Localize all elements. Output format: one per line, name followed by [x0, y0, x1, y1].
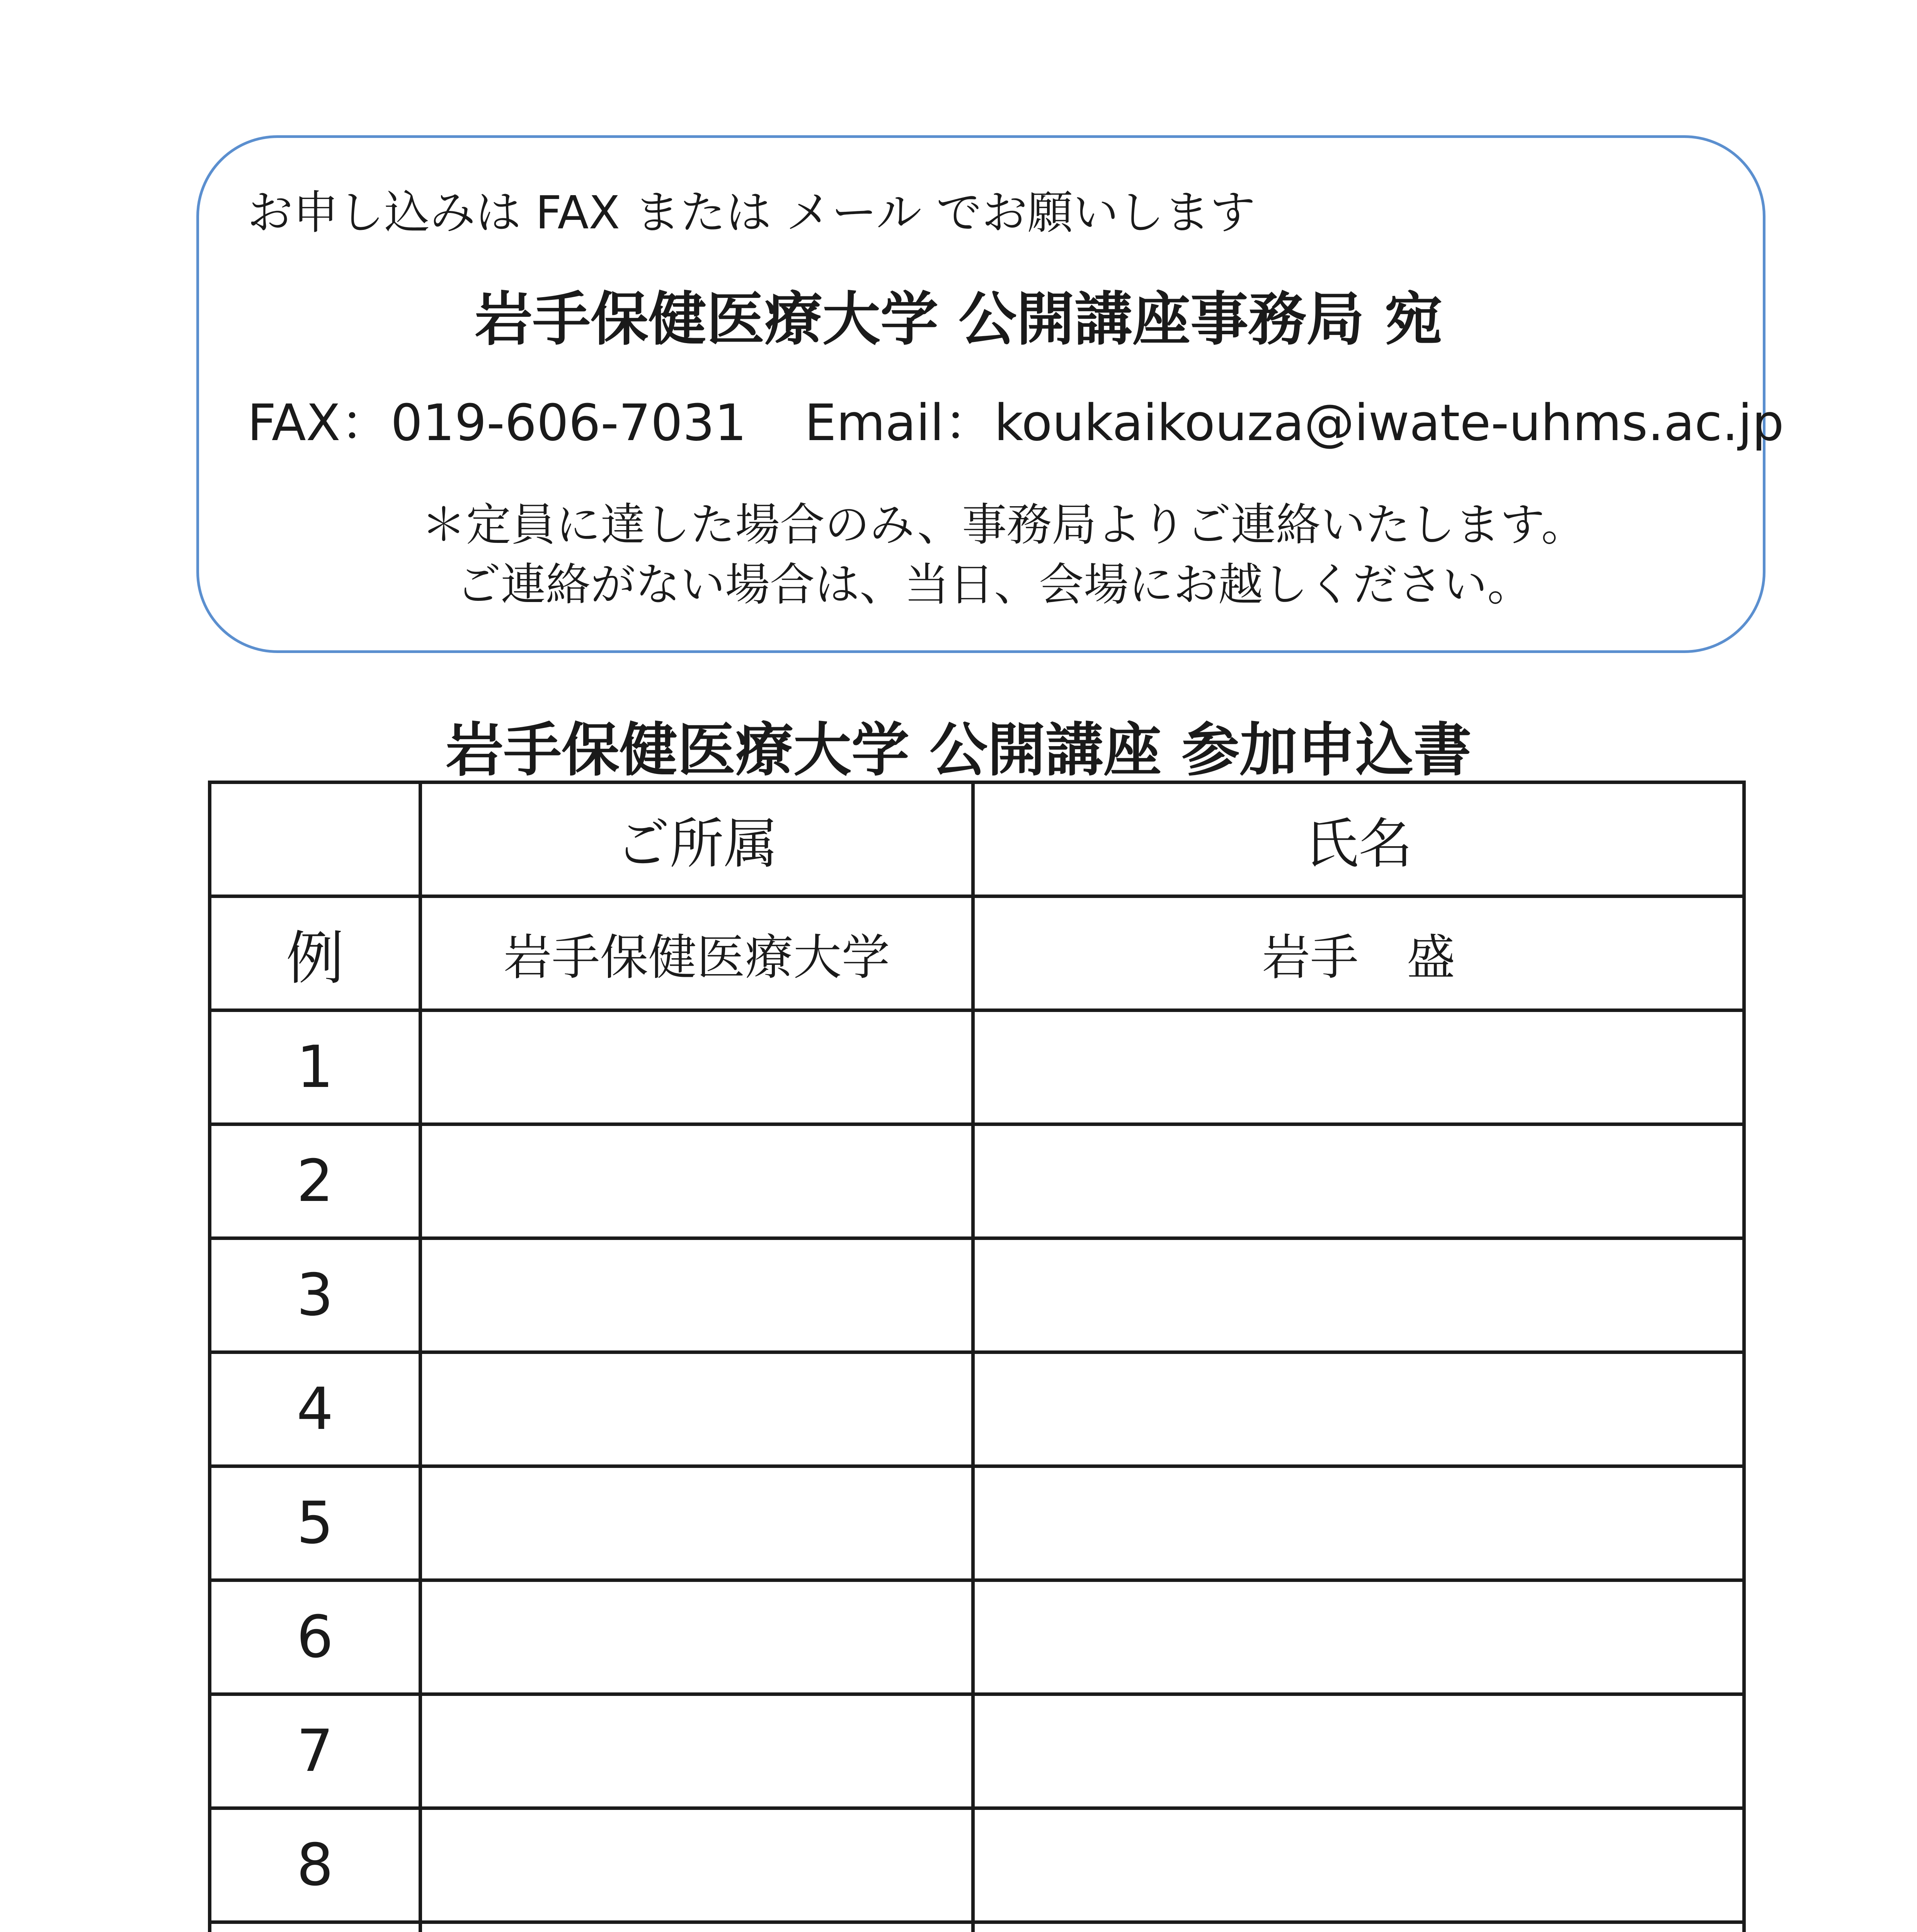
fax-number: FAX：019-606-7031: [247, 393, 747, 452]
affiliation-cell[interactable]: [421, 1238, 973, 1352]
table-row: [210, 1352, 1744, 1466]
name-cell[interactable]: [973, 1922, 1744, 1932]
email-address[interactable]: Email：koukaikouza@iwate-uhms.ac.jp: [804, 393, 1784, 452]
intro-text: お申し込みは FAX または メール でお願いします: [247, 186, 1256, 239]
notice-line-2: ご連絡がない場合は、当日、会場にお越しください。: [456, 559, 1532, 611]
table-row: [210, 1010, 1744, 1124]
affiliation-cell[interactable]: [421, 1124, 973, 1238]
affiliation-cell[interactable]: [421, 1922, 973, 1932]
table-row: [210, 1580, 1744, 1694]
recipient-heading: 岩手保健医療大学 公開講座事務局 宛: [474, 286, 1443, 353]
name-cell[interactable]: [973, 1124, 1744, 1238]
notice-line-1: ＊定員に達した場合のみ、事務局よりご連絡いたします。: [421, 499, 1586, 551]
row-number: 5: [210, 1466, 421, 1580]
affiliation-cell[interactable]: [421, 1808, 973, 1922]
affiliation-cell[interactable]: [421, 1694, 973, 1808]
application-table: [208, 781, 1746, 1932]
name-cell[interactable]: [973, 1694, 1744, 1808]
example-affiliation: 岩手保健医療大学: [421, 896, 973, 1010]
affiliation-cell[interactable]: [421, 1580, 973, 1694]
table-row: [210, 1808, 1744, 1922]
affiliation-cell[interactable]: [421, 1010, 973, 1124]
table-header-row: [210, 782, 1744, 896]
example-label: 例: [210, 896, 421, 1010]
table-row: [210, 1124, 1744, 1238]
row-number: 8: [210, 1808, 421, 1922]
name-cell[interactable]: [973, 1808, 1744, 1922]
row-number: 3: [210, 1238, 421, 1352]
affiliation-cell[interactable]: [421, 1466, 973, 1580]
table-row: [210, 1466, 1744, 1580]
table-row: [210, 1238, 1744, 1352]
name-cell[interactable]: [973, 1352, 1744, 1466]
header-affiliation: ご所属: [421, 782, 973, 896]
form-title: 岩手保健医療大学 公開講座 参加申込書: [445, 717, 1472, 784]
header-blank-cell: [210, 782, 421, 896]
example-name: 岩手 盛: [973, 896, 1744, 1010]
row-number: [210, 1922, 421, 1932]
name-cell[interactable]: [973, 1466, 1744, 1580]
table-row: [210, 1694, 1744, 1808]
table-row: [210, 1922, 1744, 1932]
row-number: 6: [210, 1580, 421, 1694]
row-number: 2: [210, 1124, 421, 1238]
name-cell[interactable]: [973, 1580, 1744, 1694]
row-number: 4: [210, 1352, 421, 1466]
example-row: [210, 896, 1744, 1010]
name-cell[interactable]: [973, 1010, 1744, 1124]
affiliation-cell[interactable]: [421, 1352, 973, 1466]
contact-line: [247, 383, 1784, 455]
header-name: 氏名: [973, 782, 1744, 896]
row-number: 7: [210, 1694, 421, 1808]
row-number: 1: [210, 1010, 421, 1124]
name-cell[interactable]: [973, 1238, 1744, 1352]
